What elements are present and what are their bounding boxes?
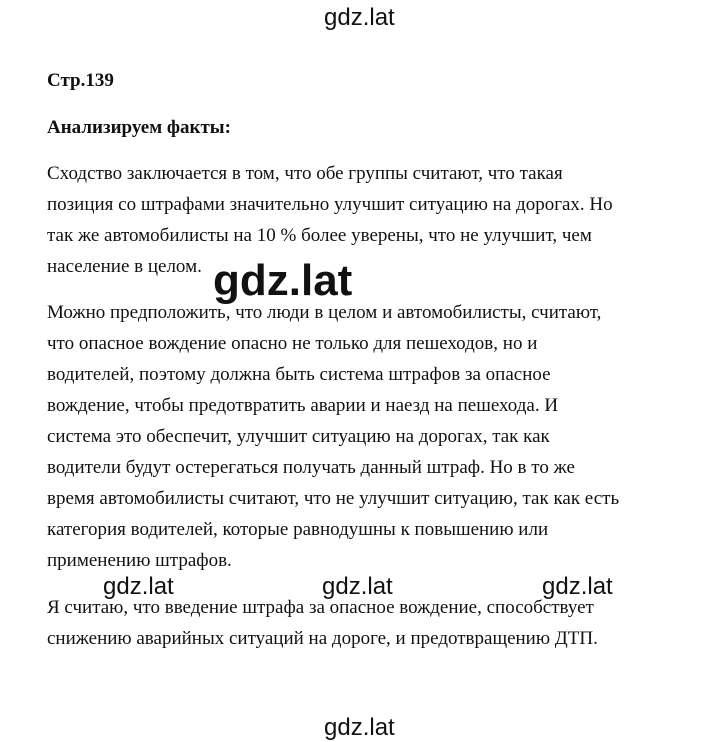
paragraph-assumption — [47, 297, 707, 576]
section-heading: Анализируем факты: — [47, 117, 231, 138]
text-line: вождение, чтобы предотвратить аварии и наезд на пешехода. И — [47, 395, 559, 416]
watermark-row-left: gdz.lat — [103, 573, 174, 600]
watermark-bottom: gdz.lat — [324, 714, 395, 741]
watermark-top: gdz.lat — [324, 4, 395, 31]
page-reference: Стр.139 — [47, 70, 114, 91]
watermark-center: gdz.lat — [213, 256, 353, 305]
paragraph-opinion — [47, 592, 707, 654]
text-line: категория водителей, которые равнодушны к повышению или — [47, 519, 549, 540]
paragraph-similarity — [47, 158, 707, 282]
text-line: что опасное вождение опасно не только для пешеходов, но и — [47, 333, 538, 354]
watermark-row-right: gdz.lat — [542, 573, 613, 600]
text-line: время автомобилисты считают, что не улучшит ситуацию, так как есть — [47, 488, 620, 509]
text-line: водители будут остерегаться получать данный штраф. Но в то же — [47, 457, 575, 478]
text-line: позиция со штрафами значительно улучшит ситуацию на дорогах. Но — [47, 194, 613, 215]
watermark-row-middle: gdz.lat — [322, 573, 393, 600]
text-line: Можно предположить, что люди в целом и автомобилисты, считают, — [47, 302, 602, 323]
text-line: население в целом. — [47, 256, 202, 277]
text-line: снижению аварийных ситуаций на дороге, и предотвращению ДТП. — [47, 628, 598, 649]
text-line: Сходство заключается в том, что обе группы считают, что такая — [47, 163, 563, 184]
text-line: применению штрафов. — [47, 550, 232, 571]
text-line: водителей, поэтому должна быть система штрафов за опасное — [47, 364, 551, 385]
text-line: система это обеспечит, улучшит ситуацию на дорогах, так как — [47, 426, 550, 447]
text-line: так же автомобилисты на 10 % более уверены, что не улучшит, чем — [47, 225, 592, 246]
text-line: Я считаю, что введение штрафа за опасное вождение, способствует — [47, 597, 594, 618]
